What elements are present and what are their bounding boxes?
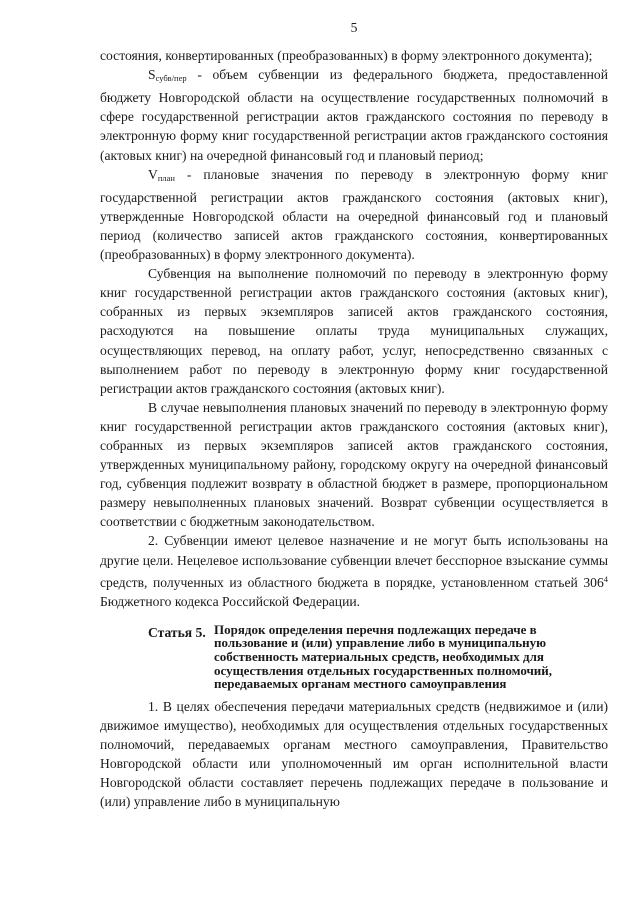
paragraph-text: 2. Субвенции имеют целевое назначение и не могут быть использованы на другие цели. Нецелевое использование субвенции влечет бесспорное взыскание суммы средств, полученных из областного бюджета в порядке, установленном статьей 306 — [100, 533, 608, 590]
paragraph-material-means: 1. В целях обеспечения передачи материальных средств (недвижимое и (или) движимое имущество), необходимых для осуществления отдельных государственных полномочий, передаваемых органам местного самоуправления, Правительство Новгородской области или уполномоченный им орган исполнительной власти Новгородской области составляет перечень подлежащих передаче в пользование и (или) управление либо в муниципальную — [100, 698, 608, 810]
symbol-v: V — [148, 166, 158, 182]
paragraph-subvention-return: В случае невыполнения плановых значений по переводу в электронную форму книг государственной регистрации актов гражданского состояния (актовых книг), собранных из первых экземпляров записей актов гражданского состояния, утвержденных муниципальному району, городскому округу на очередной финансовый год, субвенция подлежит возврату в областной бюджет в размере, пропорциональном размеру невыполненных плановых значений. Возврат субвенции осуществляется в соответствии с бюджетным законодательством. — [100, 399, 608, 530]
paragraph-plan-definition — [100, 165, 608, 264]
article-number: Статья 5. — [148, 624, 206, 640]
article-heading — [100, 623, 608, 691]
symbol-s-subscript: субв/пер — [155, 73, 187, 84]
symbol-s: S — [148, 67, 156, 83]
paragraph-text: Бюджетного кодекса Российской Федерации. — [100, 593, 361, 609]
symbol-v-subscript: план — [157, 172, 175, 183]
definition-text: - плановые значения по переводу в электронную форму книг государственной регистрации актов гражданского состояния (актовых книг), утвержденные Новгородской области на очередной финансовый год и плановый период (количество записей актов гражданского состояния, конвертированных (преобразованных) в форму электронного документа). — [100, 166, 608, 263]
paragraph-target-purpose — [100, 531, 608, 610]
article-superscript: 4 — [603, 573, 608, 584]
definition-text: - объем субвенции из федерального бюджета, предоставленной бюджету Новгородской области на осуществление государственных полномочий в сфере государственной регистрации актов гражданского состояния по переводу в электронную форму книг государственной регистрации актов гражданского состояния (актовых книг) на очередной финансовый год и плановый период; — [100, 67, 608, 163]
paragraph-subvention-use: Субвенция на выполнение полномочий по переводу в электронную форму книг государственной регистрации актов гражданского состояния (актовых книг), собранных из первых экземпляров записей актов гражданского состояния, расходуются на повышение оплаты труда муниципальных служащих, осуществляющих перевод, на оплату работ, услуг, непосредственно связанных с выполнением работ по переводу в электронную форму книг государственной регистрации актов гражданского состояния (актовых книг). — [100, 266, 608, 396]
paragraph-subvention-definition — [100, 65, 608, 164]
article-title: Порядок определения перечня подлежащих передаче в пользование и (или) управление либо в муниципальную собственность материальных средств, необходимых для осуществления отдельных государственных полномочий, передаваемых органам местного самоуправления — [214, 621, 553, 692]
document-page — [100, 18, 608, 811]
paragraph-continuation: состояния, конвертированных (преобразованных) в форму электронного документа); — [100, 48, 593, 64]
page-number: 5 — [350, 20, 358, 35]
